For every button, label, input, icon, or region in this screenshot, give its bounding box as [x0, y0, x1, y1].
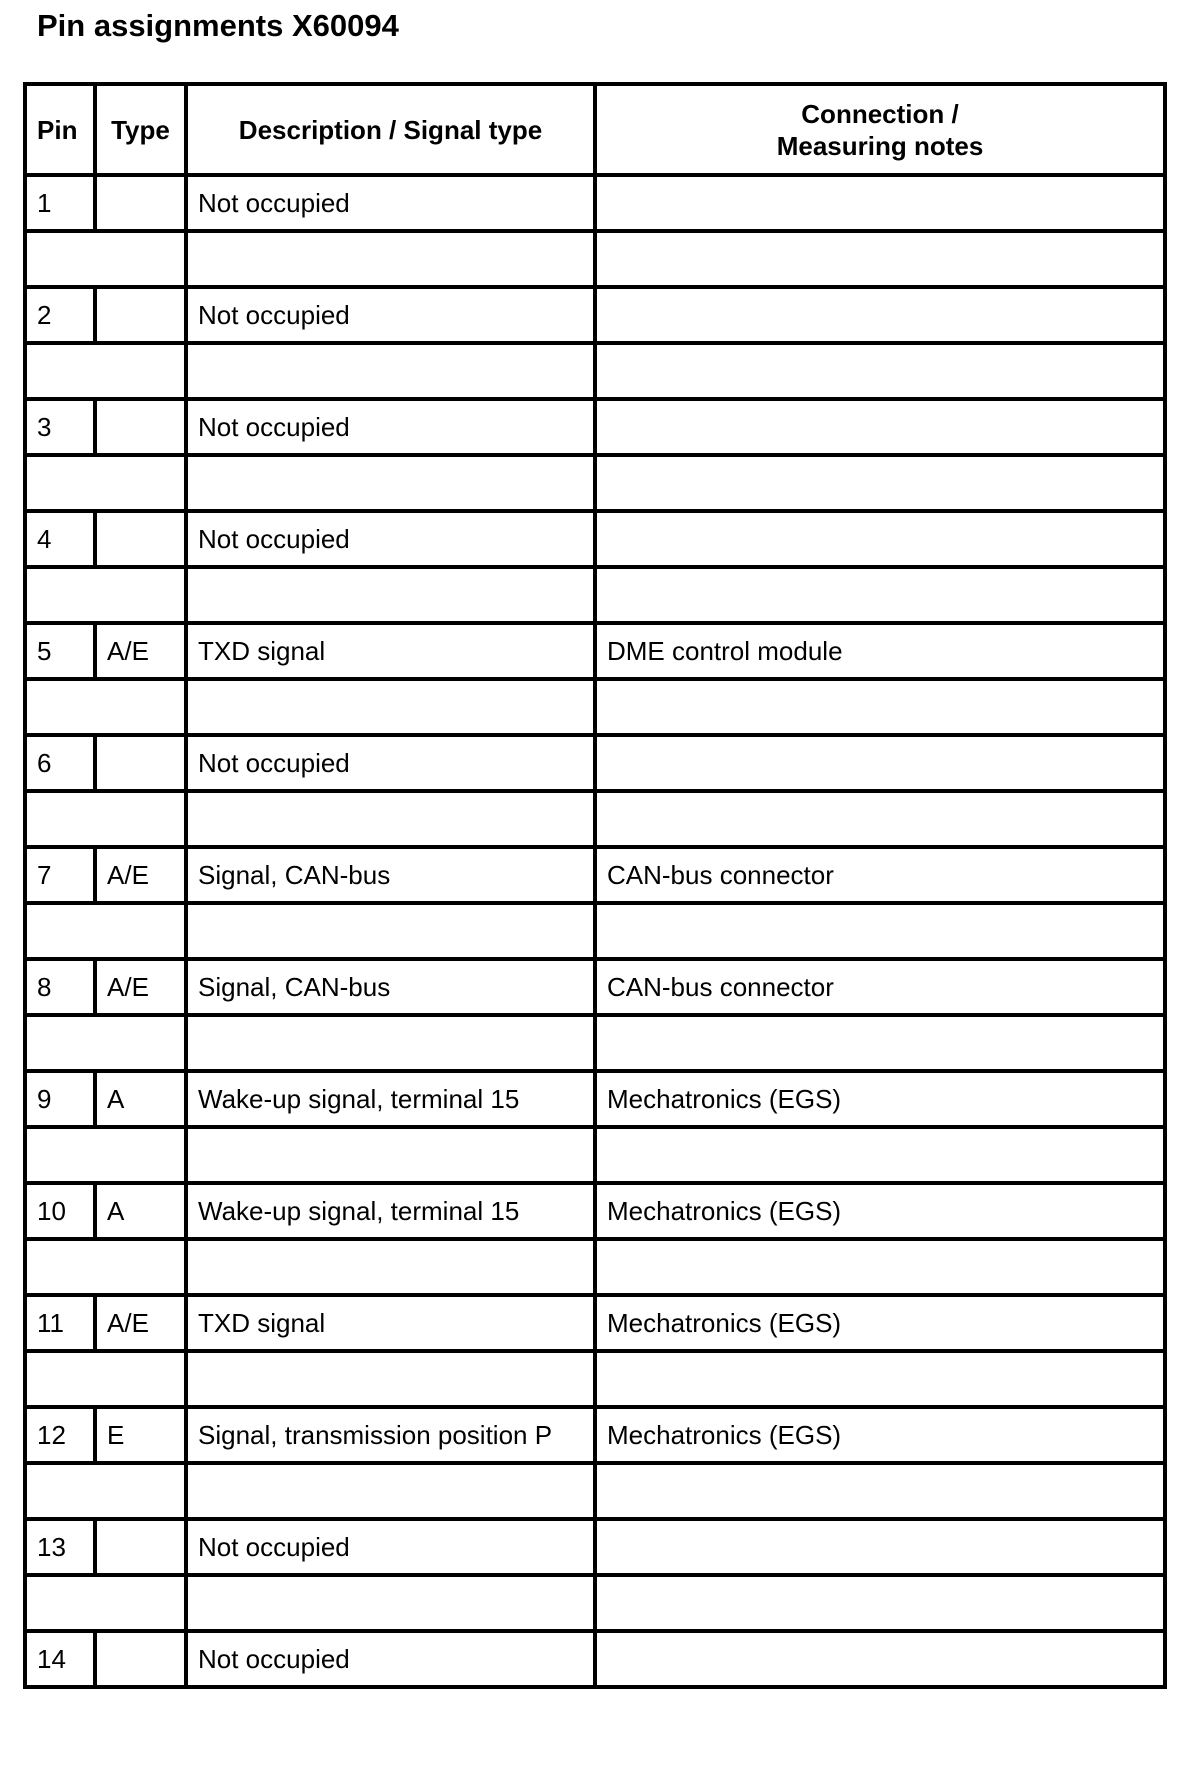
- spacer-cell-description: [186, 679, 595, 735]
- cell-connection: [595, 399, 1165, 455]
- cell-description: Not occupied: [186, 399, 595, 455]
- header-connection-line1: Connection /: [801, 98, 959, 129]
- page-title: Pin assignments X60094: [37, 8, 399, 43]
- cell-connection: DME control module: [595, 623, 1165, 679]
- header-description: Description / Signal type: [186, 84, 595, 175]
- spacer-row: [25, 231, 1165, 287]
- spacer-cell-description: [186, 903, 595, 959]
- spacer-cell-description: [186, 1127, 595, 1183]
- cell-description: TXD signal: [186, 1295, 595, 1351]
- table-row: [25, 623, 1165, 679]
- table-row: [25, 511, 1165, 567]
- table-row: [25, 735, 1165, 791]
- spacer-cell-description: [186, 455, 595, 511]
- cell-type: [95, 287, 186, 343]
- cell-type: [95, 1519, 186, 1575]
- spacer-cell-connection: [595, 1127, 1165, 1183]
- cell-type: A/E: [95, 959, 186, 1015]
- spacer-cell-description: [186, 343, 595, 399]
- table-row: [25, 1183, 1165, 1239]
- cell-connection: [595, 511, 1165, 567]
- cell-connection: CAN-bus connector: [595, 847, 1165, 903]
- table-row: [25, 1519, 1165, 1575]
- cell-pin: 9: [25, 1071, 95, 1127]
- cell-connection: CAN-bus connector: [595, 959, 1165, 1015]
- header-connection-line2: Measuring notes: [776, 130, 984, 161]
- spacer-cell-pin-type: [25, 567, 186, 623]
- table-row: [25, 847, 1165, 903]
- spacer-cell-description: [186, 791, 595, 847]
- spacer-cell-pin-type: [25, 679, 186, 735]
- cell-connection: [595, 735, 1165, 791]
- spacer-row: [25, 1575, 1165, 1631]
- spacer-cell-connection: [595, 1463, 1165, 1519]
- spacer-row: [25, 1015, 1165, 1071]
- cell-pin: 12: [25, 1407, 95, 1463]
- spacer-cell-pin-type: [25, 1015, 186, 1071]
- cell-connection: [595, 287, 1165, 343]
- cell-description: Not occupied: [186, 287, 595, 343]
- spacer-cell-pin-type: [25, 1239, 186, 1295]
- cell-description: Signal, CAN-bus: [186, 959, 595, 1015]
- spacer-cell-description: [186, 231, 595, 287]
- table-row: [25, 1295, 1165, 1351]
- cell-type: A/E: [95, 623, 186, 679]
- spacer-cell-connection: [595, 567, 1165, 623]
- cell-type: E: [95, 1407, 186, 1463]
- table-row: [25, 1071, 1165, 1127]
- spacer-row: [25, 343, 1165, 399]
- spacer-cell-connection: [595, 791, 1165, 847]
- spacer-cell-pin-type: [25, 455, 186, 511]
- cell-description: Wake-up signal, terminal 15: [186, 1071, 595, 1127]
- table-row: [25, 287, 1165, 343]
- spacer-cell-connection: [595, 1015, 1165, 1071]
- cell-type: [95, 511, 186, 567]
- cell-description: Signal, transmission position P: [186, 1407, 595, 1463]
- spacer-cell-pin-type: [25, 343, 186, 399]
- cell-description: Not occupied: [186, 1631, 595, 1687]
- spacer-cell-description: [186, 1239, 595, 1295]
- table-row: [25, 959, 1165, 1015]
- spacer-cell-description: [186, 567, 595, 623]
- table-row: [25, 399, 1165, 455]
- cell-type: A/E: [95, 1295, 186, 1351]
- spacer-cell-connection: [595, 455, 1165, 511]
- cell-type: A: [95, 1183, 186, 1239]
- spacer-cell-description: [186, 1463, 595, 1519]
- cell-pin: 6: [25, 735, 95, 791]
- spacer-cell-description: [186, 1351, 595, 1407]
- cell-pin: 11: [25, 1295, 95, 1351]
- cell-description: Not occupied: [186, 175, 595, 231]
- cell-pin: 7: [25, 847, 95, 903]
- cell-type: A: [95, 1071, 186, 1127]
- spacer-row: [25, 903, 1165, 959]
- spacer-row: [25, 791, 1165, 847]
- cell-connection: Mechatronics (EGS): [595, 1183, 1165, 1239]
- header-type: Type: [95, 84, 186, 175]
- header-pin: Pin: [25, 84, 95, 175]
- spacer-cell-connection: [595, 343, 1165, 399]
- spacer-cell-connection: [595, 1575, 1165, 1631]
- cell-description: Not occupied: [186, 511, 595, 567]
- cell-type: [95, 1631, 186, 1687]
- cell-type: [95, 399, 186, 455]
- cell-connection: [595, 175, 1165, 231]
- cell-pin: 5: [25, 623, 95, 679]
- cell-pin: 3: [25, 399, 95, 455]
- table-header-row: [25, 84, 1165, 175]
- spacer-cell-pin-type: [25, 1575, 186, 1631]
- cell-pin: 13: [25, 1519, 95, 1575]
- table-row: [25, 1407, 1165, 1463]
- spacer-row: [25, 455, 1165, 511]
- spacer-cell-pin-type: [25, 231, 186, 287]
- spacer-row: [25, 1463, 1165, 1519]
- cell-type: [95, 735, 186, 791]
- spacer-row: [25, 1351, 1165, 1407]
- cell-description: Signal, CAN-bus: [186, 847, 595, 903]
- spacer-cell-connection: [595, 1351, 1165, 1407]
- spacer-cell-pin-type: [25, 1351, 186, 1407]
- pin-assignment-table: [23, 82, 1167, 1689]
- cell-pin: 14: [25, 1631, 95, 1687]
- cell-description: Not occupied: [186, 735, 595, 791]
- spacer-cell-pin-type: [25, 1463, 186, 1519]
- spacer-cell-connection: [595, 679, 1165, 735]
- spacer-row: [25, 1239, 1165, 1295]
- cell-pin: 2: [25, 287, 95, 343]
- header-connection: [595, 84, 1165, 175]
- spacer-cell-pin-type: [25, 903, 186, 959]
- cell-connection: [595, 1631, 1165, 1687]
- cell-connection: [595, 1519, 1165, 1575]
- spacer-row: [25, 567, 1165, 623]
- cell-description: Wake-up signal, terminal 15: [186, 1183, 595, 1239]
- spacer-cell-pin-type: [25, 1127, 186, 1183]
- spacer-cell-description: [186, 1015, 595, 1071]
- cell-connection: Mechatronics (EGS): [595, 1295, 1165, 1351]
- spacer-row: [25, 1127, 1165, 1183]
- cell-pin: 4: [25, 511, 95, 567]
- spacer-cell-connection: [595, 1239, 1165, 1295]
- spacer-cell-description: [186, 1575, 595, 1631]
- spacer-cell-pin-type: [25, 791, 186, 847]
- spacer-row: [25, 679, 1165, 735]
- table-row: [25, 175, 1165, 231]
- cell-type: A/E: [95, 847, 186, 903]
- cell-type: [95, 175, 186, 231]
- cell-description: TXD signal: [186, 623, 595, 679]
- table-body: [25, 175, 1165, 1687]
- cell-pin: 1: [25, 175, 95, 231]
- cell-connection: Mechatronics (EGS): [595, 1407, 1165, 1463]
- cell-pin: 8: [25, 959, 95, 1015]
- cell-connection: Mechatronics (EGS): [595, 1071, 1165, 1127]
- spacer-cell-connection: [595, 231, 1165, 287]
- spacer-cell-connection: [595, 903, 1165, 959]
- cell-pin: 10: [25, 1183, 95, 1239]
- table-row: [25, 1631, 1165, 1687]
- cell-description: Not occupied: [186, 1519, 595, 1575]
